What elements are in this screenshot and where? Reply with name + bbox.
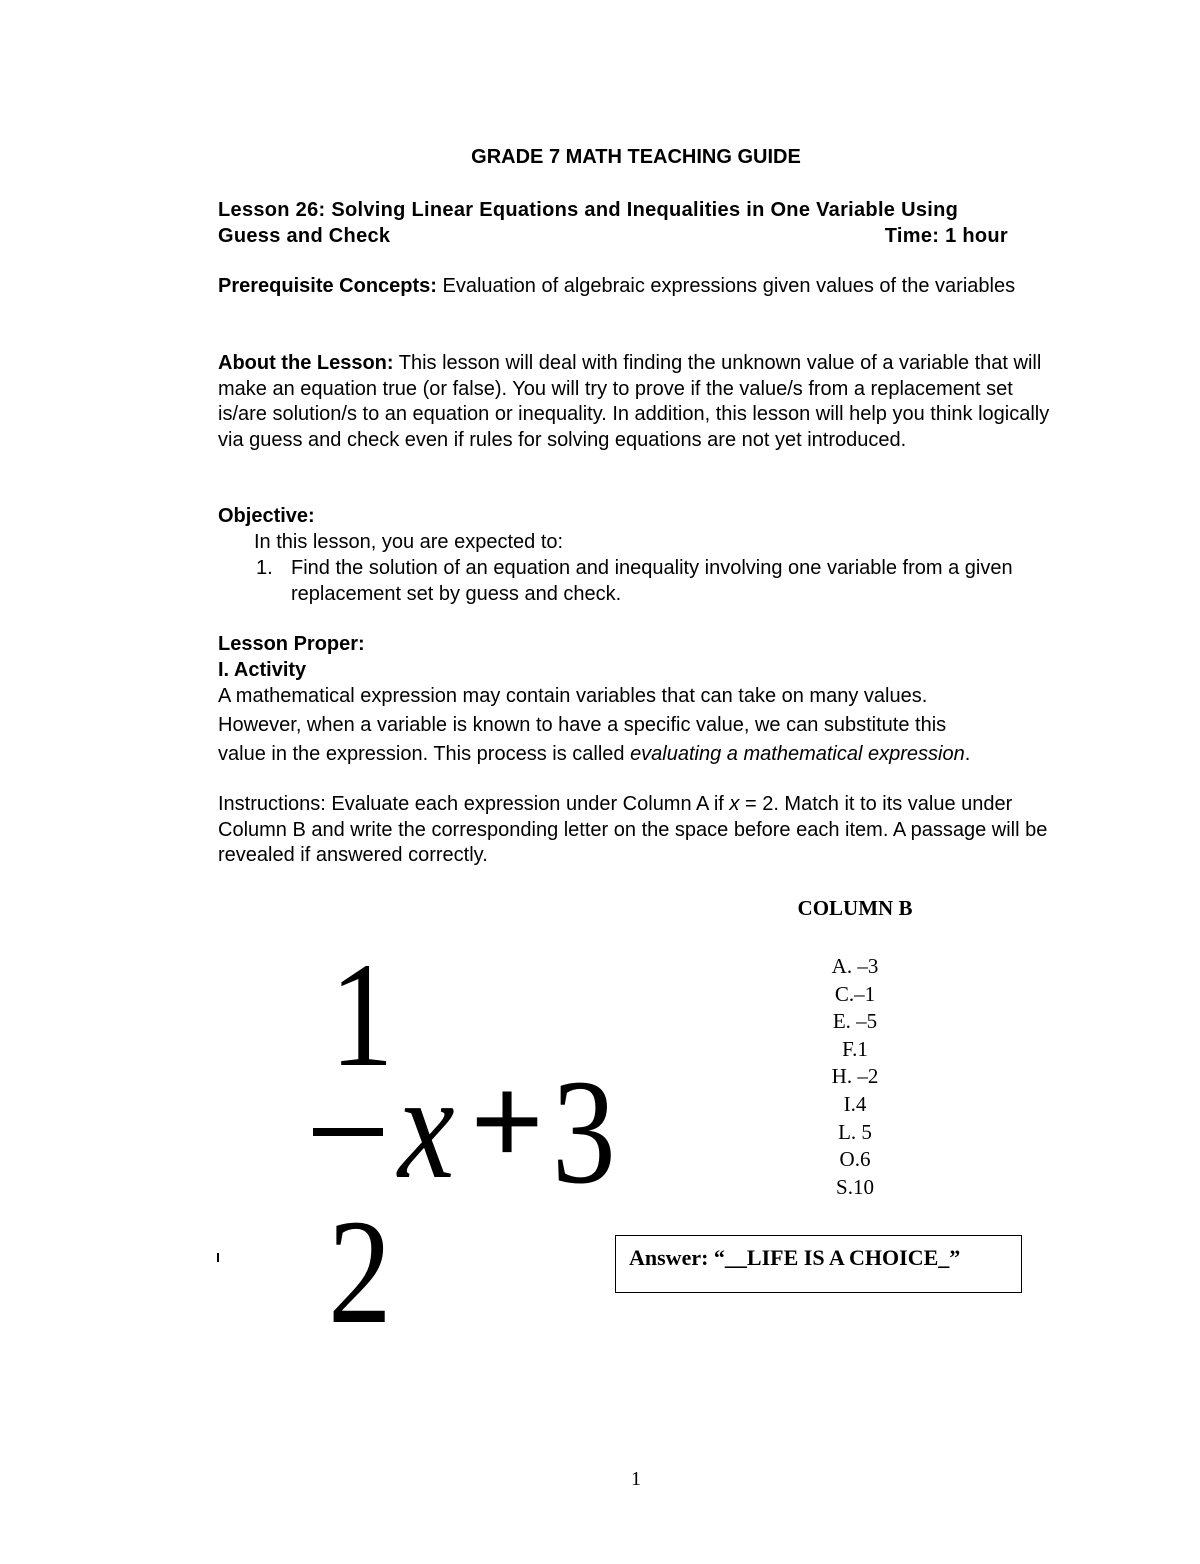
column-b-item: L. 5 xyxy=(838,1119,872,1144)
prerequisite-label: Prerequisite Concepts: xyxy=(218,275,437,297)
column-b-item: O.6 xyxy=(839,1147,871,1172)
fraction-bar xyxy=(313,1128,383,1136)
column-b-item: S.10 xyxy=(836,1174,874,1199)
stray-mark xyxy=(217,1253,219,1262)
column-b-list xyxy=(740,953,970,1201)
column-b-heading: COLUMN B xyxy=(797,896,913,920)
expression-operator: + xyxy=(470,1050,545,1194)
objective-heading: Objective: xyxy=(218,505,315,527)
about-text: This lesson will deal with finding the unknown value of a variable that will make an equation true (or false). You will try to prove if the value/s from a replacement set is/are solution/s to an equation or inequality. In addition, this lesson will help you think logically via guess and check even if rules for solving equations are not yet introduced. xyxy=(218,352,1050,451)
lesson-title-line1: Lesson 26: Solving Linear Equations and Inequalities in One Variable Using xyxy=(218,199,959,221)
objective-item-text: Find the solution of an equation and inequality involving one variable from a given replacement set by guess and check. xyxy=(291,557,1013,605)
column-b-item: A. –3 xyxy=(831,954,879,978)
activity-line3-text: value in the expression. This process is called xyxy=(218,743,631,765)
activity-heading: I. Activity xyxy=(218,659,307,681)
instructions-text-start: Instructions: Evaluate each expression under Column A if xyxy=(218,793,730,815)
activity-paragraph-line1: A mathematical expression may contain variables that can take on many values. xyxy=(218,685,928,707)
activity-line3-end: . xyxy=(964,743,971,765)
column-b-item: I.4 xyxy=(843,1091,867,1116)
answer-box xyxy=(615,1235,1022,1293)
objective-item-number: 1. xyxy=(256,557,273,579)
objective-intro: In this lesson, you are expected to: xyxy=(254,531,564,553)
page-number: 1 xyxy=(631,1468,641,1490)
instructions-text-end: = 2. Match it to its value under Column B and write the corresponding letter on the space before each item. A passage will be revealed if answered correctly. xyxy=(218,793,1048,866)
prerequisite-text: Evaluation of algebraic expressions given values of the variables xyxy=(436,275,1016,297)
instructions-variable: x xyxy=(729,793,740,815)
column-b-item: H. –2 xyxy=(831,1064,879,1089)
expression-constant: 3 xyxy=(552,1049,616,1216)
activity-emphasis: evaluating a mathematical expression xyxy=(630,743,965,765)
answer-text: Answer: “__LIFE IS A CHOICE_” xyxy=(629,1245,961,1270)
lesson-title-line2-text: Guess and Check xyxy=(218,224,391,247)
activity-paragraph-line2: However, when a variable is known to have a specific value, we can substitute this xyxy=(218,714,947,736)
column-b-item: C.–1 xyxy=(834,981,876,1006)
column-b-item: E. –5 xyxy=(832,1009,878,1034)
document-title: GRADE 7 MATH TEACHING GUIDE xyxy=(471,146,801,168)
lesson-time: Time: 1 hour xyxy=(884,224,1008,247)
lesson-proper-heading: Lesson Proper: xyxy=(218,633,365,655)
expression-variable: x xyxy=(398,1044,455,1211)
about-label: About the Lesson: xyxy=(218,352,394,374)
expression-denominator: 2 xyxy=(328,1189,392,1356)
expression-numerator: 1 xyxy=(330,932,394,1099)
column-b-item: F.1 xyxy=(842,1036,868,1061)
